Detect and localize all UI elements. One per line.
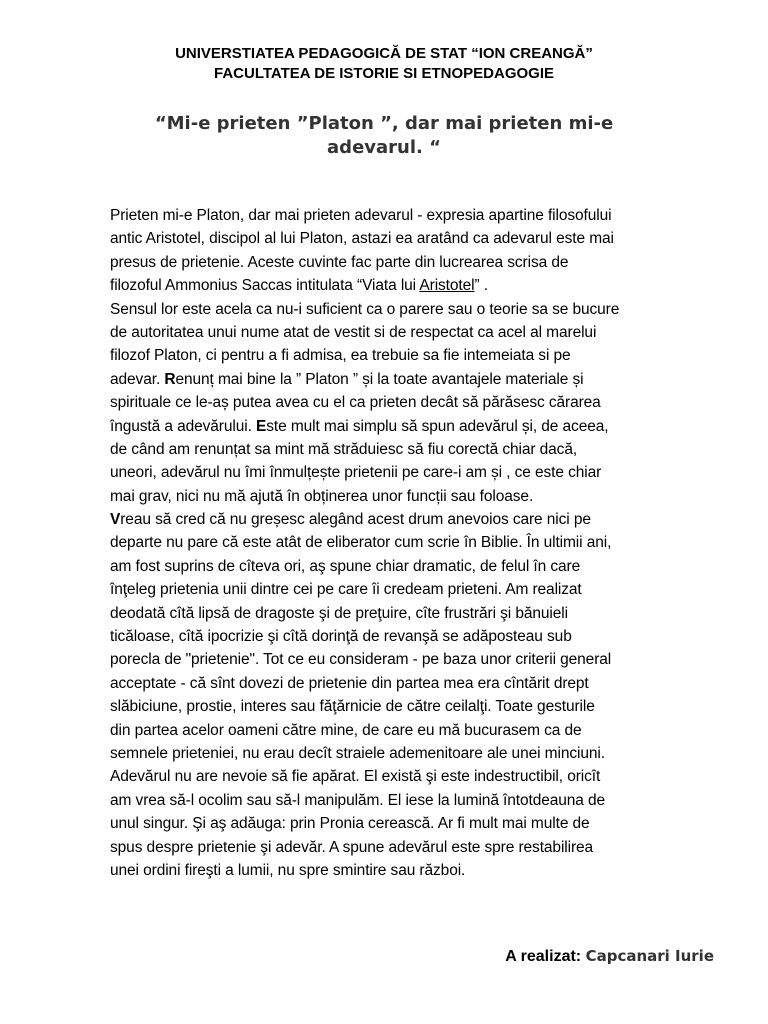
body-line: acceptate - că sînt dovezi de prietenie din partea mea era cîntărit drept — [110, 674, 589, 692]
author-name: Capcanari Iurie — [585, 947, 714, 965]
emphasis-initial: V — [110, 511, 121, 529]
author-signature — [505, 944, 714, 969]
body-line: slăbiciune, prostie, interes sau făţărnicie de către ceilalţi. Toate gesturile — [110, 698, 595, 716]
body-line: mai grav, nici nu mă ajută în obținerea unor funcții sau foloase. — [110, 487, 534, 505]
body-text-segment: adevar. — [110, 370, 165, 388]
body-line: spus despre prietenie şi adevăr. A spune adevărul este spre restabilirea — [110, 838, 594, 856]
body-line: deodată cîtă lipsă de dragoste şi de preţuire, cîte frustrări şi bănuieli — [110, 604, 568, 622]
body-line: unul singur. Şi aş adăuga: prin Pronia cerească. Ar fi mult mai multe de — [110, 815, 590, 833]
body-line — [110, 415, 710, 438]
essay-title: “Mi-e prieten ”Platon ”, dar mai prieten mi-e adevarul. “ — [154, 113, 614, 158]
emphasis-initial: E — [256, 417, 267, 435]
body-line: din partea acelor oameni către mine, de care eu mă bucurasem ca de — [110, 721, 582, 739]
body-line: spirituale ce le-aș putea avea cu el ca prieten decât să părăsesc cărarea — [110, 394, 601, 412]
faculty-name: FACULTATEA DE ISTORIE SI ETNOPEDAGOGIE — [213, 65, 555, 82]
body-line — [110, 274, 710, 297]
body-text-segment: reau să cred că nu greșesc alegând acest drum anevoios care nici pe — [120, 511, 591, 529]
body-line: de autoritatea unui nume atat de vestit si de respectat ca acel al marelui — [110, 323, 597, 341]
body-text-segment: ” . — [474, 277, 488, 295]
body-line: am vrea să-l ocolim sau să-l manipulăm. El iese la lumină întotdeauna de — [110, 791, 606, 809]
body-line: Sensul lor este acela ca nu-i suficient ca o parere sau o teorie sa se bucure — [110, 300, 620, 318]
body-line: unei ordini fireşti a lumii, nu spre smintire sau război. — [110, 861, 466, 879]
body-line: Adevărul nu are nevoie să fie apărat. El există şi este indestructibil, oricît — [110, 768, 601, 786]
essay-body — [110, 204, 710, 882]
body-line: am fost suprins de cîteva ori, aş spune chiar dramatic, de felul în care — [110, 557, 581, 575]
body-line: semnele prieteniei, nu erau decît straiele ademenitoare ale unei minciuni. — [110, 744, 605, 762]
body-text-segment: enunț mai bine la ” Platon ” și la toate avantajele materiale și — [175, 370, 584, 388]
body-line: înţeleg prietenia unii dintre cei pe care îi credeam prieteni. Am realizat — [110, 581, 582, 599]
body-text-segment: îngustă a adevărului. — [110, 417, 257, 435]
body-line: porecla de "prietenie". Tot ce eu consideram - pe baza unor criterii general — [110, 651, 612, 669]
signature-label: A realizat: — [505, 948, 586, 965]
body-line: presus de prietenie. Aceste cuvinte fac parte din lucrearea scrisa de — [110, 253, 569, 271]
body-line: departe nu pare că este atât de eliberator cum scrie în Biblie. În ultimii ani, — [110, 534, 612, 552]
body-line — [110, 508, 710, 531]
aristotel-link[interactable]: Aristotel — [419, 277, 475, 295]
body-line: filozof Platon, ci pentru a fi admisa, ea trebuie sa fie intemeiata si pe — [110, 347, 571, 365]
university-name: UNIVERSTIATEA PEDAGOGICĂ DE STAT “ION CREANGĂ” — [175, 45, 593, 62]
emphasis-initial: R — [164, 370, 176, 388]
body-line: de când am renunțat sa mint mă străduiesc să fiu corectă chiar dacă, — [110, 440, 578, 458]
document-header — [0, 44, 768, 84]
body-line: uneori, adevărul nu îmi înmulțește prietenii pe care-i am și , ce este chiar — [110, 464, 602, 482]
body-line: antic Aristotel, discipol al lui Platon, astazi ea aratând ca adevarul este mai — [110, 230, 614, 248]
body-line: Prieten mi-e Platon, dar mai prieten adevarul - expresia apartine filosofului — [110, 207, 612, 224]
body-line: ticăloase, cîtă ipocrizie şi cîtă dorinţă de revanşă se adăposteau sub — [110, 628, 572, 646]
body-text-segment: filozoful Ammonius Saccas intitulata “Viata lui — [110, 277, 420, 295]
body-line — [110, 368, 710, 391]
body-text-segment: ste mult mai simplu să spun adevărul și, de aceea, — [266, 417, 609, 435]
